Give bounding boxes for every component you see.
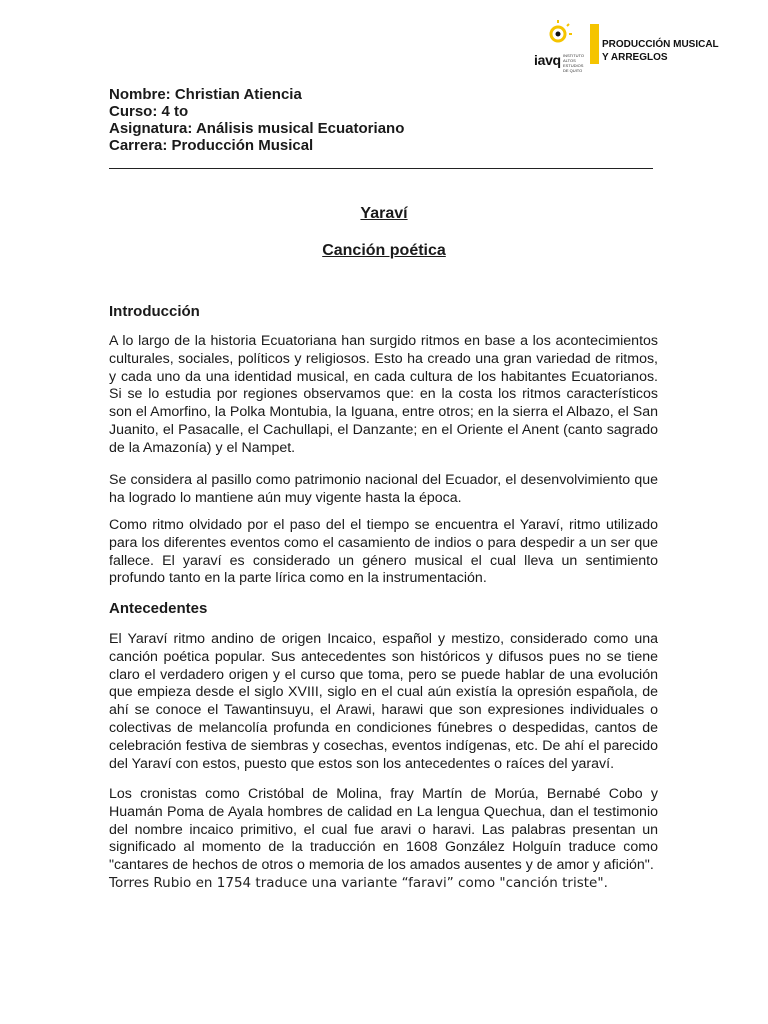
student-header bbox=[109, 86, 404, 154]
background-paragraph-2: Los cronistas como Cristóbal de Molina, fray Martín de Morúa, Bernabé Cobo y Huamán Poma de Ayala hombres de calidad en La lengua Quechua, dan el testimonio del nombre incaico primitivo, el cual fue aravi o haravi. Las palabras presentan un significado al momento de la traducción en 1608 González Holguín traduce como "cantares de hechos de otros o memoria de los amados ausentes y de amor y afición". bbox=[109, 786, 658, 874]
logo-institute-text: INSTITUTO ALTOS ESTUDIOS DE QUITO bbox=[563, 53, 585, 73]
introduction-paragraph-1: A lo largo de la historia Ecuatoriana han surgido ritmos en base a los acontecimientos culturales, sociales, políticos y religiosos. Esto ha creado una gran variedad de ritmos, y cada uno da una identidad musical, en cada cultura de los habitantes Ecuatorianos. Si se lo estudia por regiones observamos que: en la costa los ritmos característicos son el Amorfino, la Polka Montubia, la Iguana, entre otros; en la sierra el Albazo, el San Juanito, el Pasacalle, el Cachullapi, el Danzante; en el Oriente el Anent (canto sagrado de la Amazonía) y el Nampet. bbox=[109, 333, 658, 456]
course: Curso: 4 to bbox=[109, 103, 189, 120]
logo-brand-line2: Y ARREGLOS bbox=[602, 52, 668, 63]
introduction-paragraph-3: Como ritmo olvidado por el paso del el tiempo se encuentra el Yaraví, ritmo utilizado para los diferentes eventos como el casamiento de indios o para despedir a un ser que fallece. El yaraví es considerado un género musical el cual lleva un sentimiento profundo tanto en la parte lírica como en la instrumentación. bbox=[109, 517, 658, 587]
career: Carrera: Producción Musical bbox=[109, 137, 314, 154]
introduction-paragraph-2: Se considera al pasillo como patrimonio nacional del Ecuador, el desenvolvimiento que ha logrado lo mantiene aún muy vigente hasta la época. bbox=[109, 472, 658, 506]
institution-logo bbox=[534, 20, 724, 73]
logo-yellow-bar bbox=[590, 24, 599, 64]
subject: Asignatura: Análisis musical Ecuatoriano bbox=[109, 120, 405, 137]
header-divider bbox=[109, 168, 653, 169]
logo-iavq-text: iavq bbox=[534, 52, 561, 68]
background-paragraph-1: El Yaraví ritmo andino de origen Incaico, español y mestizo, considerado como una canción poética popular. Sus antecedentes son históricos y difusos pues no se tiene claro el verdadero origen y el curso que toma, pero se puede hablar de una evolución que empieza desde el siglo XVIII, siglo en el cual aún existía la opresión española, de ahí se conoce el Tawantinsuyu, el Arawi, harawi que son expresiones individuales o colectivas de melancolía profunda en condiciones fúnebres o despedidas, cantos de celebración festiva de siembras y cosechas, eventos indígenas, etc. De ahí el parecido del Yaraví con estos, puesto que estos son los antecedentes o raíces del yaraví. bbox=[109, 631, 658, 772]
introduction-heading: Introducción bbox=[109, 303, 200, 320]
background-heading: Antecedentes bbox=[109, 600, 208, 617]
logo-brand-line1: PRODUCCIÓN MUSICAL bbox=[602, 39, 719, 50]
student-name: Nombre: Christian Atiencia bbox=[109, 86, 302, 103]
background-paragraph-3: Torres Rubio en 1754 traduce una variante “faravi” como "canción triste". bbox=[109, 875, 608, 891]
document-subtitle: Canción poética bbox=[322, 242, 446, 259]
document-title: Yaraví bbox=[360, 205, 408, 222]
logo-brand-text bbox=[602, 38, 719, 64]
